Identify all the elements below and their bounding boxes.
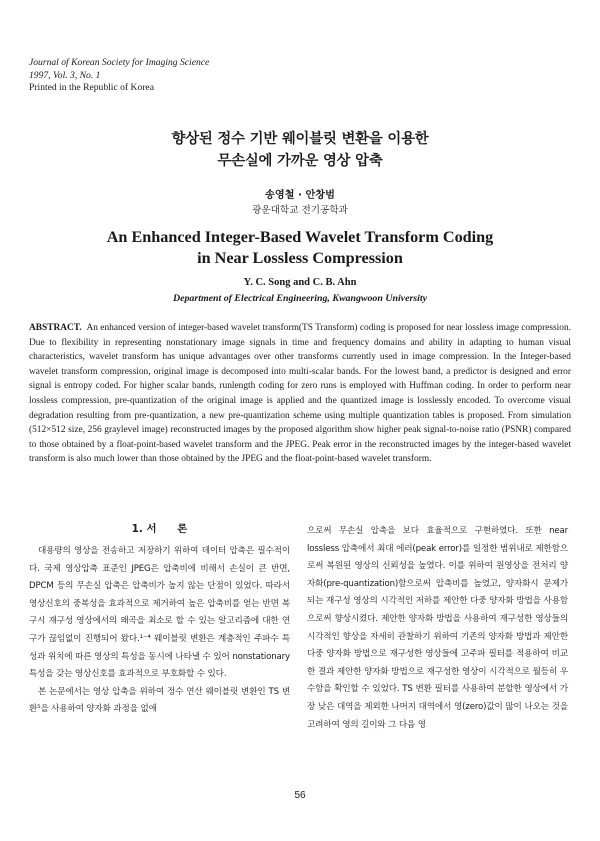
journal-name: Journal of Korean Society for Imaging Science (29, 57, 210, 68)
intro-paragraph-1: 대용량의 영상을 전송하고 저장하기 위하여 데이터 압축은 필수적이다. 국제 영상압축 표준인 JPEG은 압축비에 비해서 손실이 큰 반면, DPCM 등의 무손실 압축은 압축비가 높지 않는 단점이 있었다. 따라서 영상신호의 중복성을 효과적으로 제거하여 높은 압축비를 얻는 반면 복구시 재구성 영상에서의 왜곡을 최소로 할 수 있는 알고리즘에 대한 연구가 끊임없이 진행되어 왔다.¹⁻⁴ 웨이블릿 변환은 계층적인 주파수 특성과 위치에 따른 영상의 특성을 동시에 나타낼 수 있어 nonstationary 특성을 갖는 영상신호를 효과적으로 부호화할 수 있다. (29, 546, 290, 680)
korean-title-line2: 무손실에 가까운 영상 압축 (217, 153, 383, 169)
right-column (307, 523, 568, 734)
korean-title (0, 128, 600, 172)
abstract (29, 321, 571, 467)
section-heading: 1. 서 론 (131, 523, 188, 535)
journal-volume: 1997, Vol. 3, No. 1 (29, 69, 101, 81)
page-number: 56 (294, 790, 306, 801)
journal-printed: Printed in the Republic of Korea (29, 82, 154, 94)
english-affiliation: Department of Electrical Engineering, Kwangwoon University (172, 293, 428, 304)
intro-paragraph-2: 본 논문에서는 영상 압축을 위하여 정수 연산 웨이블릿 변환인 TS 변환⁵을 사용하여 양자화 과정을 없애 (29, 686, 290, 715)
intro-paragraph-continued: 으로써 무손실 압축을 보다 효율적으로 구현하였다. 또한 near lossless 압축에서 최대 에러(peak error)를 일정한 범위내로 제한함으로써 복원된 영상의 신뢰성을 높였다. 이를 위하여 원영상을 전처리 양자화(pre-quantization)함으로써 압축비를 높였고, 양자화시 문제가 되는 재구성 영상의 시각적인 저하를 제안한 다중 양자화 방법을 사용함으로써 향상시켰다. 제안한 양자화 방법을 사용하여 재구성한 영상들의 시각적인 향상을 자세히 관찰하기 위하여 기존의 양자화 방법과 제안한 다중 양자화 방법으로 재구성한 영상들에 고주파 필터를 적용하여 비교한 결과 제안한 양자화 방법으로 재구성한 영상이 시각적으로 월등히 우수함을 확인할 수 있었다. TS 변환 필터를 사용하여 분할한 영상에서 가장 낮은 대역을 제외한 나머지 대역에서 영(zero)값이 많이 나오는 것을 고려하여 영의 길이와 그 다음 영 (307, 526, 568, 730)
english-title (0, 227, 600, 269)
korean-authors: 송영철 · 안창범 (264, 190, 335, 201)
korean-title-line1: 향상된 정수 기반 웨이블릿 변환을 이용한 (171, 131, 429, 147)
abstract-label: ABSTRACT. (29, 323, 82, 333)
english-title-line2: in Near Lossless Compression (197, 249, 403, 267)
english-authors: Y. C. Song and C. B. Ahn (243, 277, 357, 288)
journal-header (29, 57, 329, 95)
korean-affiliation: 광운대학교 전기공학과 (252, 205, 348, 216)
english-title-line1: An Enhanced Integer-Based Wavelet Transform Coding (106, 228, 494, 246)
left-column (29, 517, 290, 719)
abstract-text: An enhanced version of integer-based wavelet transform(TS Transform) coding is proposed for near lossless image compression. Due to flexibility in representing nonstationary image signals in time and frequency domains and ability in adapting to human visual characteristics, wavelet transform has unique advantages over other transforms currently used in image compression. In the Integer-based wavelet transform compression, original image is decomposed into multi-scalar bands. For the lowest band, a predictor is designed and error signal is entropy coded. For higher scalar bands, runlength coding for zero runs is employed with Huffman coding. In order to perform near lossless compression, pre-quantization of the original image is applied and the quantized image is losslessly encoded. To overcome visual degradation resulting from pre-quantization, a new pre-quantization scheme using multiple quantization tables is proposed. From simulation (512×512 size, 256 graylevel image) reconstructed images by the proposed algorithm show higher peak signal-to-noise ratio (PSNR) compared to those obtained by a float-point-based wavelet transform and the JPEG. Peak error in the reconstructed images by the integer-based wavelet transform is also much lower than those obtained by the JPEG and the float-point-based wavelet transform. (29, 323, 571, 465)
